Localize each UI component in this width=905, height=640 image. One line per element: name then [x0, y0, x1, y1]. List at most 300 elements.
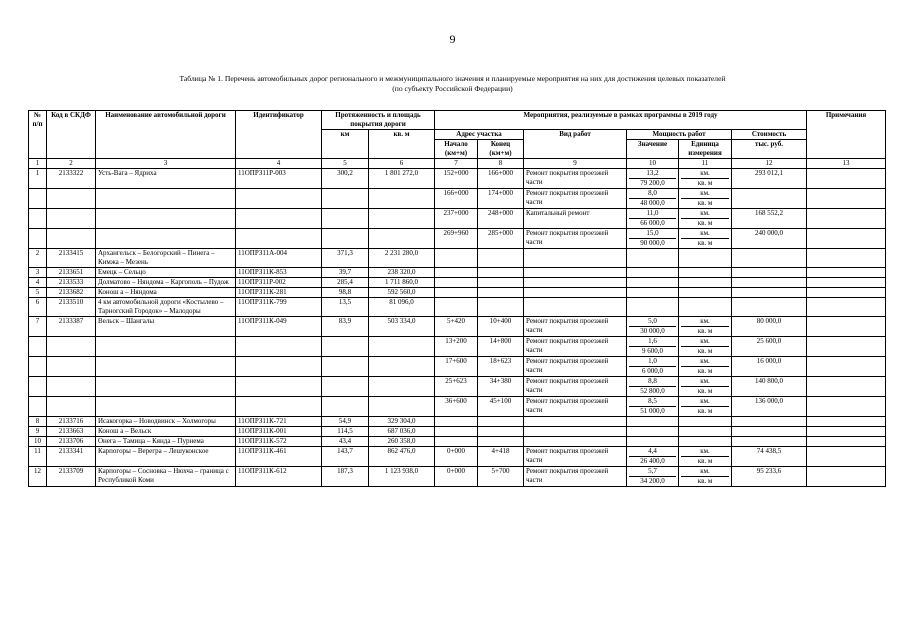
row-area-sqm: 1 801 272,0: [369, 169, 435, 189]
empty-cell: [29, 397, 47, 417]
empty-cell: [236, 189, 322, 209]
empty-cell: [627, 437, 679, 447]
row-notes: [807, 169, 886, 189]
work-cost: 240 000,0: [732, 229, 807, 249]
work-cost: [732, 189, 807, 209]
empty-cell: [96, 337, 236, 357]
row-notes: [807, 288, 886, 298]
work-type-text: Капитальный ремонт: [526, 209, 590, 217]
empty-cell: [96, 189, 236, 209]
row-area-sqm: 592 560,0: [369, 288, 435, 298]
work-value: [627, 467, 679, 487]
work-value-sqm: 6 000,0: [642, 367, 664, 375]
empty-cell: [732, 437, 807, 447]
table-row: [29, 209, 886, 229]
row-length-km: 13,5: [322, 298, 369, 317]
row-road-name: Исакогорка – Новодвинск – Холмогоры: [96, 417, 236, 427]
work-start: 17+600: [435, 357, 478, 377]
row-notes: [807, 337, 886, 357]
row-notes: [807, 427, 886, 437]
work-value-sqm: 30 000,0: [640, 327, 665, 335]
header-unit: Единица измерения: [679, 140, 732, 159]
work-unit: [679, 189, 732, 209]
work-end: 174+000: [478, 189, 524, 209]
work-value-sqm: 90 000,0: [640, 239, 665, 247]
row-notes: [807, 397, 886, 417]
empty-cell: [47, 229, 96, 249]
row-road-name: Конош а – Вельск: [96, 427, 236, 437]
row-code: 2133387: [47, 317, 96, 337]
row-area-sqm: 1 123 938,0: [369, 467, 435, 487]
work-type-text: Ремонт покрытия проезжей части: [526, 377, 609, 394]
row-number: 4: [29, 278, 47, 288]
column-number-row: [29, 159, 886, 169]
work-unit-sqm: кв. м: [697, 199, 713, 207]
empty-cell: [435, 268, 478, 278]
col-number: 5: [322, 159, 369, 169]
work-type-text: Ремонт покрытия проезжей части: [526, 229, 609, 246]
work-unit: [679, 317, 732, 337]
row-code: 2133663: [47, 427, 96, 437]
empty-cell: [627, 417, 679, 427]
empty-cell: [524, 437, 627, 447]
row-length-km: 143,7: [322, 447, 369, 467]
row-code: 2133682: [47, 288, 96, 298]
work-end: 45+100: [478, 397, 524, 417]
work-value: [627, 317, 679, 337]
row-notes: [807, 268, 886, 278]
empty-cell: [732, 427, 807, 437]
row-length-km: 43,4: [322, 437, 369, 447]
empty-cell: [435, 417, 478, 427]
row-length-km: 285,4: [322, 278, 369, 288]
row-identifier: 11ОПРЗ11К-049: [236, 317, 322, 337]
row-notes: [807, 357, 886, 377]
work-type: [524, 169, 627, 189]
work-unit-km: км.: [681, 447, 729, 457]
row-notes: [807, 467, 886, 487]
empty-cell: [322, 337, 369, 357]
empty-cell: [236, 337, 322, 357]
table-row: [29, 317, 886, 337]
work-cost: 136 000,0: [732, 397, 807, 417]
empty-cell: [96, 357, 236, 377]
row-area-sqm: 260 358,0: [369, 437, 435, 447]
empty-cell: [627, 268, 679, 278]
empty-cell: [29, 357, 47, 377]
table-row: [29, 189, 886, 209]
work-value-km: 5,7: [629, 467, 676, 477]
work-value-sqm: 52 800,0: [640, 387, 665, 395]
work-value-km: 8,0: [629, 189, 676, 199]
empty-cell: [435, 427, 478, 437]
row-road-name: Онега – Тамица – Кянда – Пурнема: [96, 437, 236, 447]
row-notes: [807, 229, 886, 249]
empty-cell: [369, 189, 435, 209]
row-identifier: 11ОПРЗ11К-281: [236, 288, 322, 298]
work-end: 14+800: [478, 337, 524, 357]
row-code: 2133716: [47, 417, 96, 427]
row-road-name: Карпогоры – Верегра – Лешуконское: [96, 447, 236, 467]
table-row: [29, 298, 886, 317]
col-number: 13: [807, 159, 886, 169]
work-value-km: 8,5: [629, 397, 676, 407]
work-unit-sqm: кв. м: [697, 219, 713, 227]
row-length-km: 54,9: [322, 417, 369, 427]
work-type-text: Ремонт покрытия проезжей части: [526, 169, 609, 186]
work-type: [524, 467, 627, 487]
row-number: 9: [29, 427, 47, 437]
row-notes: [807, 317, 886, 337]
work-start: 269+960: [435, 229, 478, 249]
work-unit: [679, 447, 732, 467]
empty-cell: [322, 229, 369, 249]
col-number: 8: [478, 159, 524, 169]
row-area-sqm: 329 304,0: [369, 417, 435, 427]
empty-cell: [732, 288, 807, 298]
empty-cell: [29, 209, 47, 229]
row-identifier: 11ОПРЗ11А-004: [236, 249, 322, 268]
work-unit: [679, 467, 732, 487]
table-row: [29, 377, 886, 397]
empty-cell: [478, 298, 524, 317]
work-value: [627, 377, 679, 397]
empty-cell: [369, 377, 435, 397]
work-value-km: 5,0: [629, 317, 676, 327]
table-row: [29, 417, 886, 427]
empty-cell: [322, 189, 369, 209]
empty-cell: [96, 209, 236, 229]
row-code: 2133341: [47, 447, 96, 467]
empty-cell: [236, 357, 322, 377]
empty-cell: [236, 377, 322, 397]
header-row-1: [29, 111, 886, 130]
work-type: [524, 397, 627, 417]
work-start: 5+420: [435, 317, 478, 337]
work-value: [627, 189, 679, 209]
row-number: 3: [29, 268, 47, 278]
row-road-name: Вельск – Шангалы: [96, 317, 236, 337]
row-length-km: 187,3: [322, 467, 369, 487]
row-notes: [807, 189, 886, 209]
work-unit-km: км.: [681, 229, 729, 239]
empty-cell: [435, 278, 478, 288]
empty-cell: [679, 288, 732, 298]
row-road-name: Конош а – Няндома: [96, 288, 236, 298]
work-type: [524, 209, 627, 229]
work-unit-sqm: кв. м: [697, 347, 713, 355]
row-number: 11: [29, 447, 47, 467]
work-type-text: Ремонт покрытия проезжей части: [526, 447, 609, 464]
row-identifier: 11ОПРЗ11Р-003: [236, 169, 322, 189]
row-identifier: 11ОПРЗ11К-721: [236, 417, 322, 427]
table-row: [29, 357, 886, 377]
empty-cell: [679, 278, 732, 288]
work-type: [524, 317, 627, 337]
header-start: Начало (км+м): [435, 140, 478, 159]
work-cost: 25 600,0: [732, 337, 807, 357]
work-value: [627, 397, 679, 417]
empty-cell: [478, 427, 524, 437]
empty-cell: [236, 209, 322, 229]
work-start: 25+623: [435, 377, 478, 397]
work-unit-km: км.: [681, 169, 729, 179]
row-number: 2: [29, 249, 47, 268]
empty-cell: [732, 268, 807, 278]
work-start: 237+000: [435, 209, 478, 229]
row-road-name: Емецк – Сельцо: [96, 268, 236, 278]
empty-cell: [478, 437, 524, 447]
row-notes: [807, 417, 886, 427]
header-end: Конец (км+м): [478, 140, 524, 159]
work-unit-sqm: кв. м: [697, 387, 713, 395]
table-row: [29, 268, 886, 278]
row-code: 2133706: [47, 437, 96, 447]
work-type: [524, 357, 627, 377]
work-type: [524, 189, 627, 209]
row-code: 2133709: [47, 467, 96, 487]
work-value-km: 8,8: [629, 377, 676, 387]
row-identifier: 11ОПРЗ11К-572: [236, 437, 322, 447]
empty-cell: [524, 298, 627, 317]
row-identifier: 11ОПРЗ11К-461: [236, 447, 322, 467]
work-unit: [679, 169, 732, 189]
empty-cell: [369, 397, 435, 417]
work-value: [627, 209, 679, 229]
row-area-sqm: 1 711 860,0: [369, 278, 435, 288]
row-number: 10: [29, 437, 47, 447]
empty-cell: [679, 249, 732, 268]
row-code: 2133322: [47, 169, 96, 189]
work-end: 166+000: [478, 169, 524, 189]
work-unit-sqm: кв. м: [697, 407, 713, 415]
empty-cell: [627, 288, 679, 298]
empty-cell: [96, 229, 236, 249]
empty-cell: [322, 357, 369, 377]
empty-cell: [29, 229, 47, 249]
row-code: 2133533: [47, 278, 96, 288]
row-number: 12: [29, 467, 47, 487]
work-type: [524, 447, 627, 467]
work-value-sqm: 34 200,0: [640, 477, 665, 485]
empty-cell: [478, 268, 524, 278]
row-notes: [807, 209, 886, 229]
table-row: [29, 169, 886, 189]
work-unit: [679, 357, 732, 377]
empty-cell: [322, 209, 369, 229]
work-end: 18+623: [478, 357, 524, 377]
empty-cell: [627, 298, 679, 317]
work-unit: [679, 377, 732, 397]
work-cost: 95 233,6: [732, 467, 807, 487]
table-row: [29, 229, 886, 249]
empty-cell: [236, 397, 322, 417]
col-number: 12: [732, 159, 807, 169]
work-type: [524, 377, 627, 397]
empty-cell: [478, 417, 524, 427]
col-number: 2: [47, 159, 96, 169]
work-value-sqm: 51 000,0: [640, 407, 665, 415]
empty-cell: [29, 377, 47, 397]
header-length: Протяженность и площадь покрытия дороги: [322, 111, 435, 130]
row-notes: [807, 437, 886, 447]
empty-cell: [96, 377, 236, 397]
empty-cell: [679, 437, 732, 447]
work-value: [627, 447, 679, 467]
row-road-name: 4 км автомобильной дороги «Костылево – Тарногский Городок» – Малодоры: [96, 298, 236, 317]
work-value: [627, 169, 679, 189]
row-area-sqm: 687 036,0: [369, 427, 435, 437]
work-type-text: Ремонт покрытия проезжей части: [526, 317, 609, 334]
work-value-sqm: 79 200,0: [640, 179, 665, 187]
work-unit-km: км.: [681, 397, 729, 407]
col-number: 6: [369, 159, 435, 169]
table-row: [29, 249, 886, 268]
row-length-km: 98,8: [322, 288, 369, 298]
row-length-km: 371,3: [322, 249, 369, 268]
empty-cell: [732, 278, 807, 288]
caption-line-2: (по субъекту Российской Федерации): [392, 84, 513, 93]
work-type: [524, 337, 627, 357]
row-code: 2133510: [47, 298, 96, 317]
empty-cell: [369, 209, 435, 229]
empty-cell: [47, 397, 96, 417]
header-km: км: [322, 130, 369, 159]
work-value: [627, 229, 679, 249]
work-cost: 168 552,2: [732, 209, 807, 229]
empty-cell: [322, 377, 369, 397]
row-road-name: Карпогоры – Сосновка – Нюхча – граница с Республикой Коми: [96, 467, 236, 487]
row-identifier: 11ОПРЗ11Р-002: [236, 278, 322, 288]
row-length-km: 114,5: [322, 427, 369, 437]
work-unit-km: км.: [681, 357, 729, 367]
work-unit-km: км.: [681, 317, 729, 327]
work-value-km: 1,0: [629, 357, 676, 367]
work-value: [627, 337, 679, 357]
work-end: 10+400: [478, 317, 524, 337]
work-unit-sqm: кв. м: [697, 367, 713, 375]
empty-cell: [435, 249, 478, 268]
row-notes: [807, 447, 886, 467]
empty-cell: [679, 427, 732, 437]
table-row: [29, 288, 886, 298]
work-value-sqm: 48 000,0: [640, 199, 665, 207]
col-number: 10: [627, 159, 679, 169]
header-no: № п/п: [29, 111, 47, 159]
row-notes: [807, 249, 886, 268]
table-row: [29, 447, 886, 467]
row-area-sqm: 81 096,0: [369, 298, 435, 317]
empty-cell: [627, 249, 679, 268]
header-sqm: кв. м: [369, 130, 435, 159]
col-number: 3: [96, 159, 236, 169]
header-notes: Примечания: [807, 111, 886, 159]
table-caption: [60, 74, 845, 94]
work-value: [627, 357, 679, 377]
table-body: [29, 169, 886, 487]
work-value-km: 4,4: [629, 447, 676, 457]
empty-cell: [435, 437, 478, 447]
row-number: 8: [29, 417, 47, 427]
empty-cell: [47, 337, 96, 357]
work-cost: 293 012,1: [732, 169, 807, 189]
empty-cell: [47, 209, 96, 229]
work-type-text: Ремонт покрытия проезжей части: [526, 337, 609, 354]
page-number: 9: [449, 32, 456, 46]
work-start: 0+000: [435, 447, 478, 467]
empty-cell: [732, 249, 807, 268]
empty-cell: [478, 288, 524, 298]
empty-cell: [524, 268, 627, 278]
row-length-km: 83,9: [322, 317, 369, 337]
header-code: Код в СКДФ: [47, 111, 96, 159]
row-area-sqm: 862 476,0: [369, 447, 435, 467]
work-value-sqm: 66 000,0: [640, 219, 665, 227]
empty-cell: [478, 278, 524, 288]
row-road-name: Архангельск – Белогорский – Пинега – Кимжа – Мезень: [96, 249, 236, 268]
header-capacity: Мощность работ: [627, 130, 732, 140]
header-id: Идентификатор: [236, 111, 322, 159]
work-unit-sqm: кв. м: [697, 477, 713, 485]
row-length-km: 39,7: [322, 268, 369, 278]
empty-cell: [47, 357, 96, 377]
empty-cell: [679, 298, 732, 317]
row-area-sqm: 238 320,0: [369, 268, 435, 278]
work-type-text: Ремонт покрытия проезжей части: [526, 189, 609, 206]
empty-cell: [236, 229, 322, 249]
work-type-text: Ремонт покрытия проезжей части: [526, 467, 609, 484]
row-code: 2133651: [47, 268, 96, 278]
work-value-km: 11,0: [629, 209, 676, 219]
work-value-km: 15,0: [629, 229, 676, 239]
row-notes: [807, 377, 886, 397]
row-road-name: Усть-Вага – Ядриха: [96, 169, 236, 189]
empty-cell: [732, 417, 807, 427]
empty-cell: [369, 357, 435, 377]
work-unit-km: км.: [681, 337, 729, 347]
empty-cell: [322, 397, 369, 417]
row-road-name: Долматово – Няндома – Каргополь – Пудож: [96, 278, 236, 288]
work-cost: 16 000,0: [732, 357, 807, 377]
work-unit-sqm: кв. м: [697, 457, 713, 465]
header-name: Наименование автомобильной дороги: [96, 111, 236, 159]
header-address: Адрес участка: [435, 130, 524, 140]
empty-cell: [369, 229, 435, 249]
table-row: [29, 437, 886, 447]
row-number: 7: [29, 317, 47, 337]
col-number: 7: [435, 159, 478, 169]
work-end: 248+000: [478, 209, 524, 229]
work-value-sqm: 26 400,0: [640, 457, 665, 465]
row-identifier: 11ОПРЗ11К-612: [236, 467, 322, 487]
empty-cell: [435, 298, 478, 317]
work-end: 5+700: [478, 467, 524, 487]
header-measures: Мероприятия, реализуемые в рамках программы в 2019 году: [435, 111, 807, 130]
work-start: 152+000: [435, 169, 478, 189]
table-row: [29, 427, 886, 437]
empty-cell: [732, 298, 807, 317]
empty-cell: [524, 427, 627, 437]
row-identifier: 11ОПРЗ11К-799: [236, 298, 322, 317]
work-unit-km: км.: [681, 189, 729, 199]
empty-cell: [524, 249, 627, 268]
table-row: [29, 467, 886, 487]
empty-cell: [47, 377, 96, 397]
row-identifier: 11ОПРЗ11К-001: [236, 427, 322, 437]
row-area-sqm: 503 334,0: [369, 317, 435, 337]
work-unit-sqm: кв. м: [697, 327, 713, 335]
caption-line-1: Таблица № 1. Перечень автомобильных дорог регионального и межмуниципального значения и планируемые мероприятия на них для достижения целевых показателей: [179, 74, 726, 83]
